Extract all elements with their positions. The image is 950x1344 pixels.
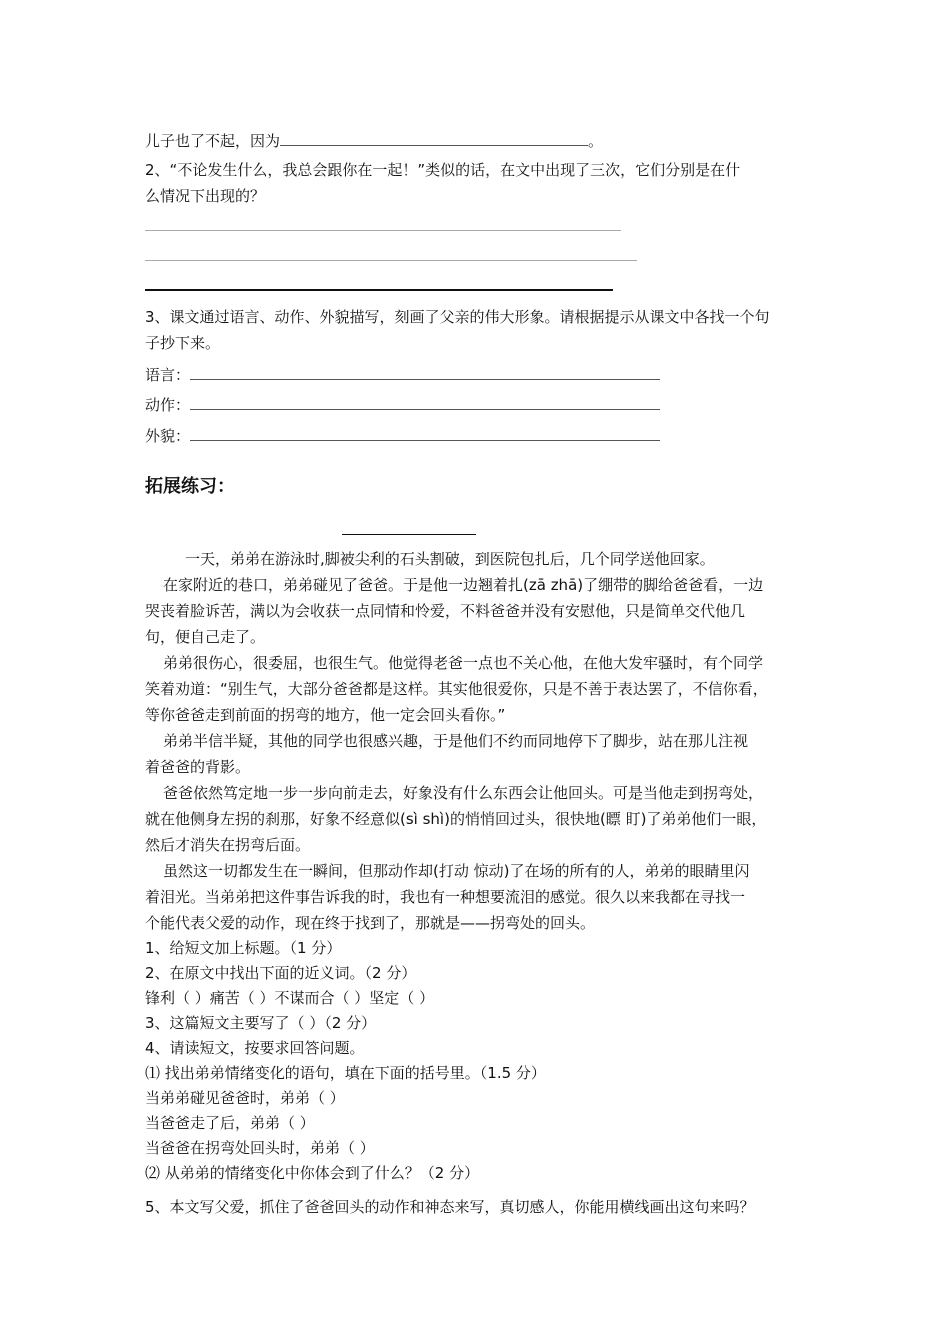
question-3[interactable]: 3、这篇短文主要写了（ ）（2 分） (145, 1014, 377, 1032)
question-5: 5、本文写父爱，抓住了爸爸回头的动作和神态来写，真切感人，你能用横线画出这句来吗？ (145, 1198, 755, 1216)
q3-language-row (145, 361, 660, 388)
question-4: 4、请读短文，按要求回答问题。 (145, 1039, 365, 1057)
emotion-row-2[interactable]: 当爸爸走了后，弟弟（ ） (145, 1114, 315, 1132)
label-action: 动作： (145, 396, 191, 414)
q2-answer-rule-2[interactable] (145, 260, 637, 261)
q2-answer-rule-3[interactable] (145, 289, 613, 291)
q3-line2: 子抄下来。 (145, 334, 221, 352)
story-line: 句，便自己走了。 (145, 628, 266, 646)
story-line: 爸爸依然笃定地一步一步向前走去，好象没有什么东西会让他回头。可是当他走到拐弯处， (163, 784, 764, 802)
question-1: 1、给短文加上标题。（1 分） (145, 939, 342, 957)
emotion-row-3[interactable]: 当爸爸在拐弯处回头时，弟弟（ ） (145, 1139, 375, 1157)
q1-blank[interactable] (280, 127, 588, 146)
q3-action-row (145, 391, 660, 418)
story-line: 一天，弟弟在游泳时,脚被尖利的石头割破，到医院包扎后，几个同学送他回家。 (185, 550, 715, 568)
q2-line1: 2、“不论发生什么，我总会跟你在一起！”类似的话，在文中出现了三次，它们分别是在什 (145, 161, 741, 179)
extension-heading: 拓展练习： (145, 476, 235, 497)
q3-appearance-row (145, 422, 660, 449)
label-language: 语言： (145, 366, 191, 384)
q1-text: 儿子也了不起，因为 (145, 132, 281, 150)
action-blank[interactable] (190, 391, 660, 410)
q2-answer-rule-1[interactable] (145, 230, 621, 231)
story-line: 然后才消失在拐弯后面。 (145, 836, 311, 854)
story-line: 着泪光。当弟弟把这件事告诉我的时，我也有一种想要流泪的感觉。很久以来我都在寻找一 (145, 888, 746, 906)
question-4-2: ⑵ 从弟弟的情绪变化中你体会到了什么？（2 分） (145, 1164, 480, 1182)
label-appearance: 外貌： (145, 427, 191, 445)
emotion-row-1[interactable]: 当弟弟碰见爸爸时，弟弟（ ） (145, 1089, 345, 1107)
q1-answer-line (145, 127, 603, 154)
title-blank[interactable] (342, 534, 476, 535)
question-2: 2、在原文中找出下面的近义词。（2 分） (145, 964, 417, 982)
story-line: 着爸爸的背影。 (145, 758, 251, 776)
language-blank[interactable] (190, 361, 660, 380)
story-line: 笑着劝道：“别生气，大部分爸爸都是这样。其实他很爱你，只是不善于表达罢了，不信你看， (145, 680, 768, 698)
q2-line2: 么情况下出现的？ (145, 187, 266, 205)
q3-line1: 3、课文通过语言、动作、外貌描写，刻画了父亲的伟大形象。请根据提示从课文中各找一个句 (145, 308, 770, 326)
story-line: 就在他侧身左拐的刹那，好象不经意似(sì shì)的悄悄回过头，很快地(瞟 盯)了弟弟他们一眼， (145, 810, 767, 828)
question-4-1: ⑴ 找出弟弟情绪变化的语句，填在下面的括号里。（1.5 分） (145, 1064, 546, 1082)
story-line: 个能代表父爱的动作，现在终于找到了，那就是——拐弯处的回头。 (145, 914, 596, 932)
story-line: 在家附近的巷口，弟弟碰见了爸爸。于是他一边翘着扎(zā zhā)了绷带的脚给爸爸看，一边 (163, 576, 764, 594)
story-line: 弟弟很伤心，很委屈，也很生气。他觉得老爸一点也不关心他，在他大发牢骚时，有个同学 (163, 654, 764, 672)
story-line: 虽然这一切都发生在一瞬间，但那动作却(打动 惊动)了在场的所有的人，弟弟的眼睛里闪 (163, 862, 750, 880)
synonym-row[interactable]: 锋利（ ）痛苦（ ）不谋而合（ ）坚定（ ） (145, 989, 435, 1007)
story-passage (145, 546, 810, 936)
extension-questions (145, 936, 810, 1186)
story-line: 弟弟半信半疑，其他的同学也很感兴趣，于是他们不约而同地停下了脚步，站在那儿注视 (163, 732, 749, 750)
appearance-blank[interactable] (190, 422, 660, 441)
story-line: 等你爸爸走到前面的拐弯的地方，他一定会回头看你。” (145, 706, 506, 724)
story-line: 哭丧着脸诉苦，满以为会收获一点同情和怜爱，不料爸爸并没有安慰他，只是简单交代他几 (145, 602, 746, 620)
q1-end: 。 (588, 132, 604, 150)
